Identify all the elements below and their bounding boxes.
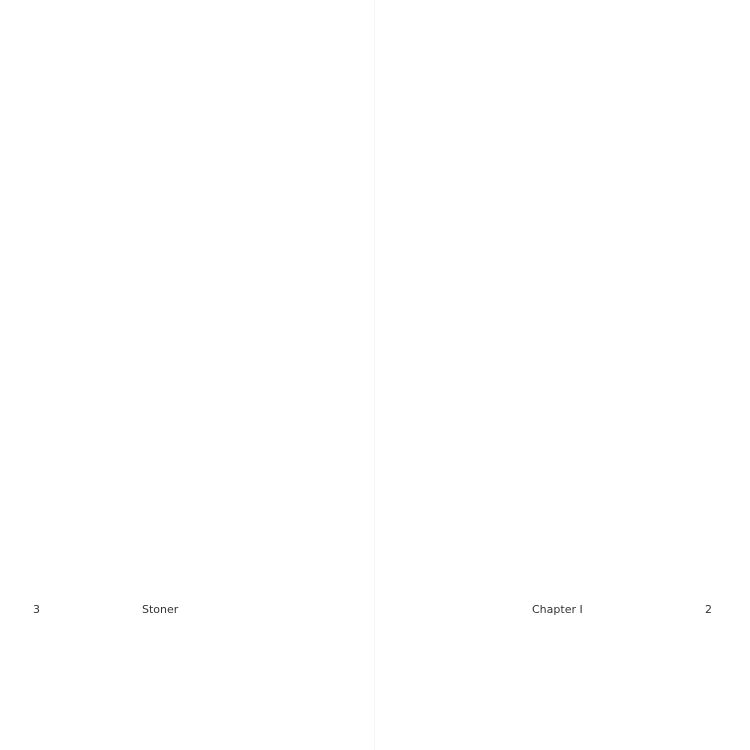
- text-column: [307, 126, 324, 586]
- text-column: [657, 126, 674, 586]
- text-column: [535, 126, 552, 586]
- text-column: [412, 126, 429, 586]
- text-column: [197, 126, 214, 586]
- text-column: [692, 126, 709, 586]
- text-column: [587, 126, 604, 586]
- text-column: [447, 126, 464, 586]
- text-column: [87, 126, 104, 586]
- text-column: [395, 126, 412, 586]
- text-column: [50, 126, 67, 586]
- text-column: [288, 126, 305, 586]
- text-column: [325, 126, 342, 586]
- right-page-text: [395, 126, 709, 586]
- text-column: [570, 126, 587, 586]
- text-column: [517, 126, 534, 586]
- text-column: [500, 126, 517, 586]
- text-column: [675, 126, 692, 586]
- page-number: 3: [33, 603, 40, 616]
- text-column: [215, 126, 232, 586]
- text-column: [482, 126, 499, 586]
- text-column: [124, 126, 141, 586]
- text-column: [142, 126, 159, 586]
- text-column: [465, 126, 482, 586]
- text-column: [69, 126, 86, 586]
- text-column: [105, 126, 122, 586]
- text-column: [233, 126, 250, 586]
- text-column: [252, 126, 269, 586]
- text-column: [430, 126, 447, 586]
- text-column: [640, 126, 657, 586]
- running-head: Chapter I: [532, 603, 583, 616]
- text-column: [605, 126, 622, 586]
- right-page: [375, 0, 750, 750]
- text-column: [179, 126, 196, 586]
- text-column: [160, 126, 177, 586]
- text-column: [552, 126, 569, 586]
- running-head: Stoner: [142, 603, 179, 616]
- page-number: 2: [705, 603, 712, 616]
- text-column: [622, 126, 639, 586]
- text-column: [32, 126, 49, 586]
- left-page-text: [32, 126, 342, 586]
- text-column: [270, 126, 287, 586]
